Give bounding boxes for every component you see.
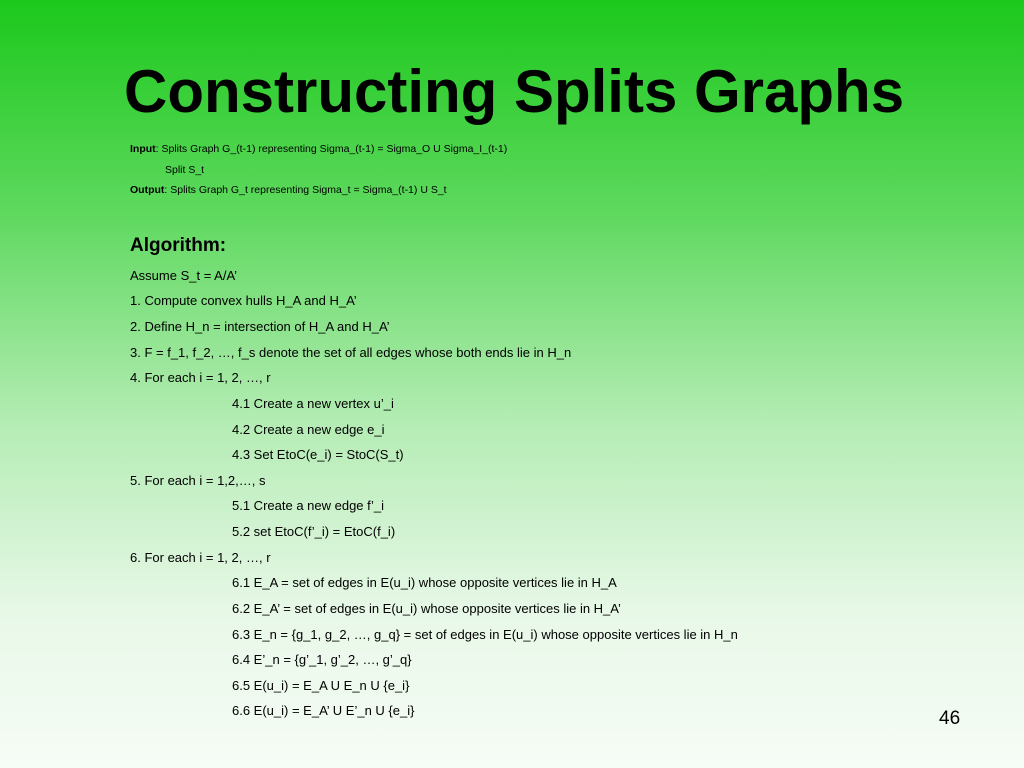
- page-number: 46: [939, 708, 961, 729]
- algorithm-substep: 6.6 E(u_i) = E_A’ U E’_n U {e_i}: [232, 703, 415, 718]
- output-text: : Splits Graph G_t representing Sigma_t = Sigma_(t-1) U S_t: [164, 184, 447, 196]
- algorithm-step: Assume S_t = A/A’: [130, 268, 238, 283]
- algorithm-substep: 6.5 E(u_i) = E_A U E_n U {e_i}: [232, 678, 410, 693]
- algorithm-step: 6. For each i = 1, 2, …, r: [130, 550, 271, 565]
- algorithm-substep: 4.3 Set EtoC(e_i) = StoC(S_t): [232, 447, 404, 462]
- algorithm-heading: Algorithm:: [130, 235, 227, 256]
- algorithm-step: 2. Define H_n = intersection of H_A and H_A’: [130, 319, 390, 334]
- output-label: Output: [130, 184, 165, 196]
- algorithm-substep: 6.1 E_A = set of edges in E(u_i) whose opposite vertices lie in H_A: [232, 575, 617, 590]
- algorithm-step: 1. Compute convex hulls H_A and H_A’: [130, 293, 357, 308]
- output-line: [130, 185, 447, 196]
- algorithm-substep: 5.2 set EtoC(f’_i) = EtoC(f_i): [232, 524, 396, 539]
- algorithm-substep: 4.1 Create a new vertex u’_i: [232, 396, 394, 411]
- algorithm-substep: 6.2 E_A’ = set of edges in E(u_i) whose opposite vertices lie in H_A’: [232, 601, 621, 616]
- input-text: : Splits Graph G_(t-1) representing Sigma_(t-1) = Sigma_O U Sigma_I_(t-1): [155, 143, 508, 155]
- input-split: Split S_t: [165, 164, 205, 176]
- algorithm-step: 4. For each i = 1, 2, …, r: [130, 370, 271, 385]
- algorithm-substep: 4.2 Create a new edge e_i: [232, 422, 385, 437]
- slide-title: Constructing Splits Graphs: [124, 58, 905, 125]
- input-label: Input: [130, 143, 156, 155]
- input-line: [130, 144, 507, 155]
- algorithm-substep: 6.4 E’_n = {g’_1, g’_2, …, g’_q}: [232, 652, 412, 667]
- algorithm-substep: 5.1 Create a new edge f’_i: [232, 498, 385, 513]
- algorithm-step: 5. For each i = 1,2,…, s: [130, 473, 266, 488]
- algorithm-substep: 6.3 E_n = {g_1, g_2, …, g_q} = set of edges in E(u_i) whose opposite vertices lie in H_n: [232, 627, 738, 642]
- algorithm-step: 3. F = f_1, f_2, …, f_s denote the set of all edges whose both ends lie in H_n: [130, 345, 572, 360]
